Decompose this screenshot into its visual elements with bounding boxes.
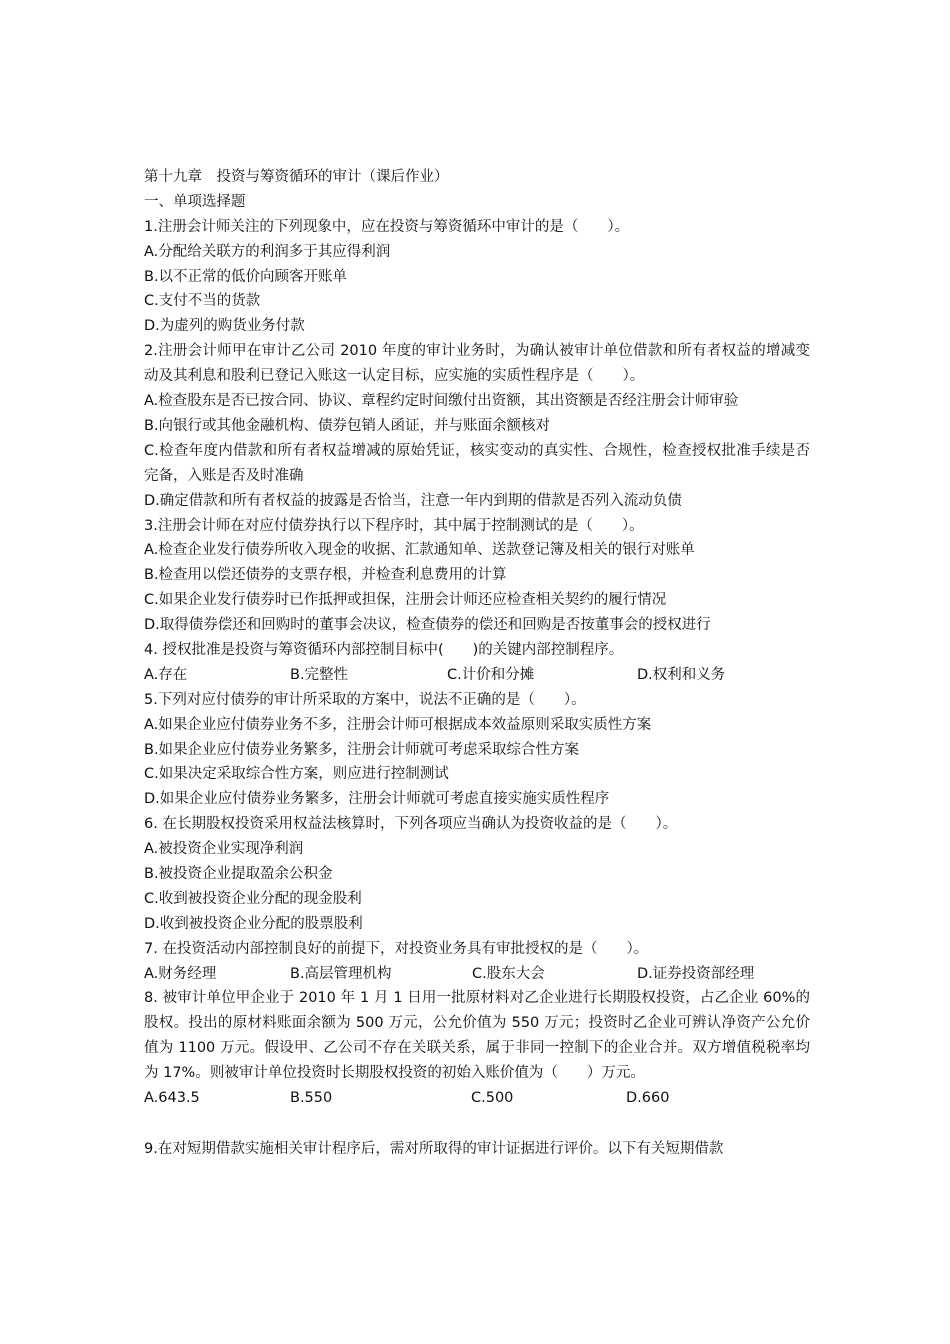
question-stem: 3.注册会计师在对应付债券执行以下程序时，其中属于控制测试的是（ ）。 (144, 517, 644, 534)
question-2 (144, 339, 810, 513)
question-stem: 8. 被审计单位甲企业于 2010 年 1 月 1 日用一批原材料对乙企业进行长期股权投资，占乙企业 60%的股权。投出的原材料账面余额为 500 万元，公允价值为 550 万元；投资时乙企业可辨认净资产公允价值为 1100 万元。假设甲、乙公司不存在关联关系，属于非同一控制下的企业合并。双方增值税税率均为 17%。则被审计单位投资时长期股权投资的初始入账价值为（ ）万元。 (144, 990, 810, 1082)
question-stem: 7. 在投资活动内部控制良好的前提下，对投资业务具有审批授权的是（ ）。 (144, 940, 649, 957)
option-d: D.如果企业应付债券业务繁多，注册会计师就可考虑直接实施实质性程序 (144, 791, 610, 808)
option-c: C.收到被投资企业分配的现金股利 (144, 890, 362, 907)
option-d: D.确定借款和所有者权益的披露是否恰当，注意一年内到期的借款是否列入流动负债 (144, 492, 682, 509)
question-stem: 2.注册会计师甲在审计乙公司 2010 年度的审计业务时，为确认被审计单位借款和所有者权益的增减变动及其利息和股利已登记入账这一认定目标，应实施的实质性程序是（ ）。 (144, 343, 810, 385)
option-a: A.检查股东是否已按合同、协议、章程约定时间缴付出资额，其出资额是否经注册会计师审验 (144, 393, 739, 410)
option-a: A.存在 (144, 666, 188, 683)
option-d: D.权利和义务 (637, 666, 726, 683)
question-4 (144, 638, 810, 688)
option-c: C.支付不当的货款 (144, 293, 261, 310)
question-3 (144, 514, 810, 638)
option-b: B.完整性 (290, 666, 349, 683)
option-b: B.检查用以偿还债券的支票存根，并检查利息费用的计算 (144, 567, 507, 584)
option-a: A.财务经理 (144, 965, 217, 982)
question-5 (144, 688, 810, 812)
option-c: C.计价和分摊 (447, 666, 535, 683)
question-stem: 4. 授权批准是投资与筹资循环内部控制目标中( )的关键内部控制程序。 (144, 642, 624, 658)
option-b: B.如果企业应付债券业务繁多，注册会计师就可考虑采取综合性方案 (144, 741, 580, 758)
option-b: B.向银行或其他金融机构、债券包销人函证，并与账面余额核对 (144, 417, 551, 434)
option-a: A.分配给关联方的利润多于其应得利润 (144, 243, 391, 260)
options-row (144, 1086, 810, 1111)
option-b: B.被投资企业提取盈余公积金 (144, 866, 333, 883)
question-stem: 1.注册会计师关注的下列现象中，应在投资与筹资循环中审计的是（ ）。 (144, 218, 630, 235)
option-c: C.如果决定采取综合性方案，则应进行控制测试 (144, 766, 449, 783)
option-a: A.检查企业发行债券所收入现金的收据、汇款通知单、送款登记簿及相关的银行对账单 (144, 542, 695, 559)
option-d: D.为虚列的购货业务付款 (144, 318, 305, 335)
option-b: B.高层管理机构 (290, 965, 392, 982)
chapter-title: 第十九章 投资与筹资循环的审计（课后作业） (144, 169, 449, 185)
option-b: B.以不正常的低价向顾客开账单 (144, 268, 348, 285)
option-c: C.如果企业发行债券时已作抵押或担保，注册会计师还应检查相关契约的履行情况 (144, 592, 667, 609)
option-c: C.检查年度内借款和所有者权益增减的原始凭证，核实变动的真实性、合规性，检查授权批准手续是否完备，入账是否及时准确 (144, 442, 810, 484)
section-heading: 一、单项选择题 (144, 193, 246, 210)
question-stem: 5.下列对应付债券的审计所采取的方案中，说法不正确的是（ ）。 (144, 691, 586, 708)
option-d: D.证券投资部经理 (637, 965, 755, 982)
option-c: C.500 (471, 1090, 514, 1107)
blank-line (144, 1111, 810, 1137)
option-b: B.550 (290, 1090, 333, 1107)
option-d: D.660 (626, 1090, 670, 1107)
option-d: D.取得债券偿还和回购时的董事会决议，检查债券的偿还和回购是否按董事会的授权进行 (144, 617, 711, 634)
options-row (144, 962, 810, 987)
question-stem: 6. 在长期股权投资采用权益法核算时，下列各项应当确认为投资收益的是（ ）。 (144, 816, 678, 833)
option-a: A.被投资企业实现净利润 (144, 841, 304, 858)
document-page (144, 165, 810, 1162)
question-9 (144, 1137, 810, 1162)
option-c: C.股东大会 (472, 965, 545, 982)
option-d: D.收到被投资企业分配的股票股利 (144, 915, 363, 932)
option-a: A.如果企业应付债券业务不多，注册会计师可根据成本效益原则采取实质性方案 (144, 716, 652, 733)
question-stem: 9.在对短期借款实施相关审计程序后，需对所取得的审计证据进行评价。以下有关短期借款 (144, 1140, 724, 1157)
option-a: A.643.5 (144, 1090, 200, 1107)
question-1 (144, 215, 810, 339)
question-8 (144, 986, 810, 1111)
question-7 (144, 937, 810, 987)
question-6 (144, 812, 810, 936)
options-row (144, 663, 810, 688)
